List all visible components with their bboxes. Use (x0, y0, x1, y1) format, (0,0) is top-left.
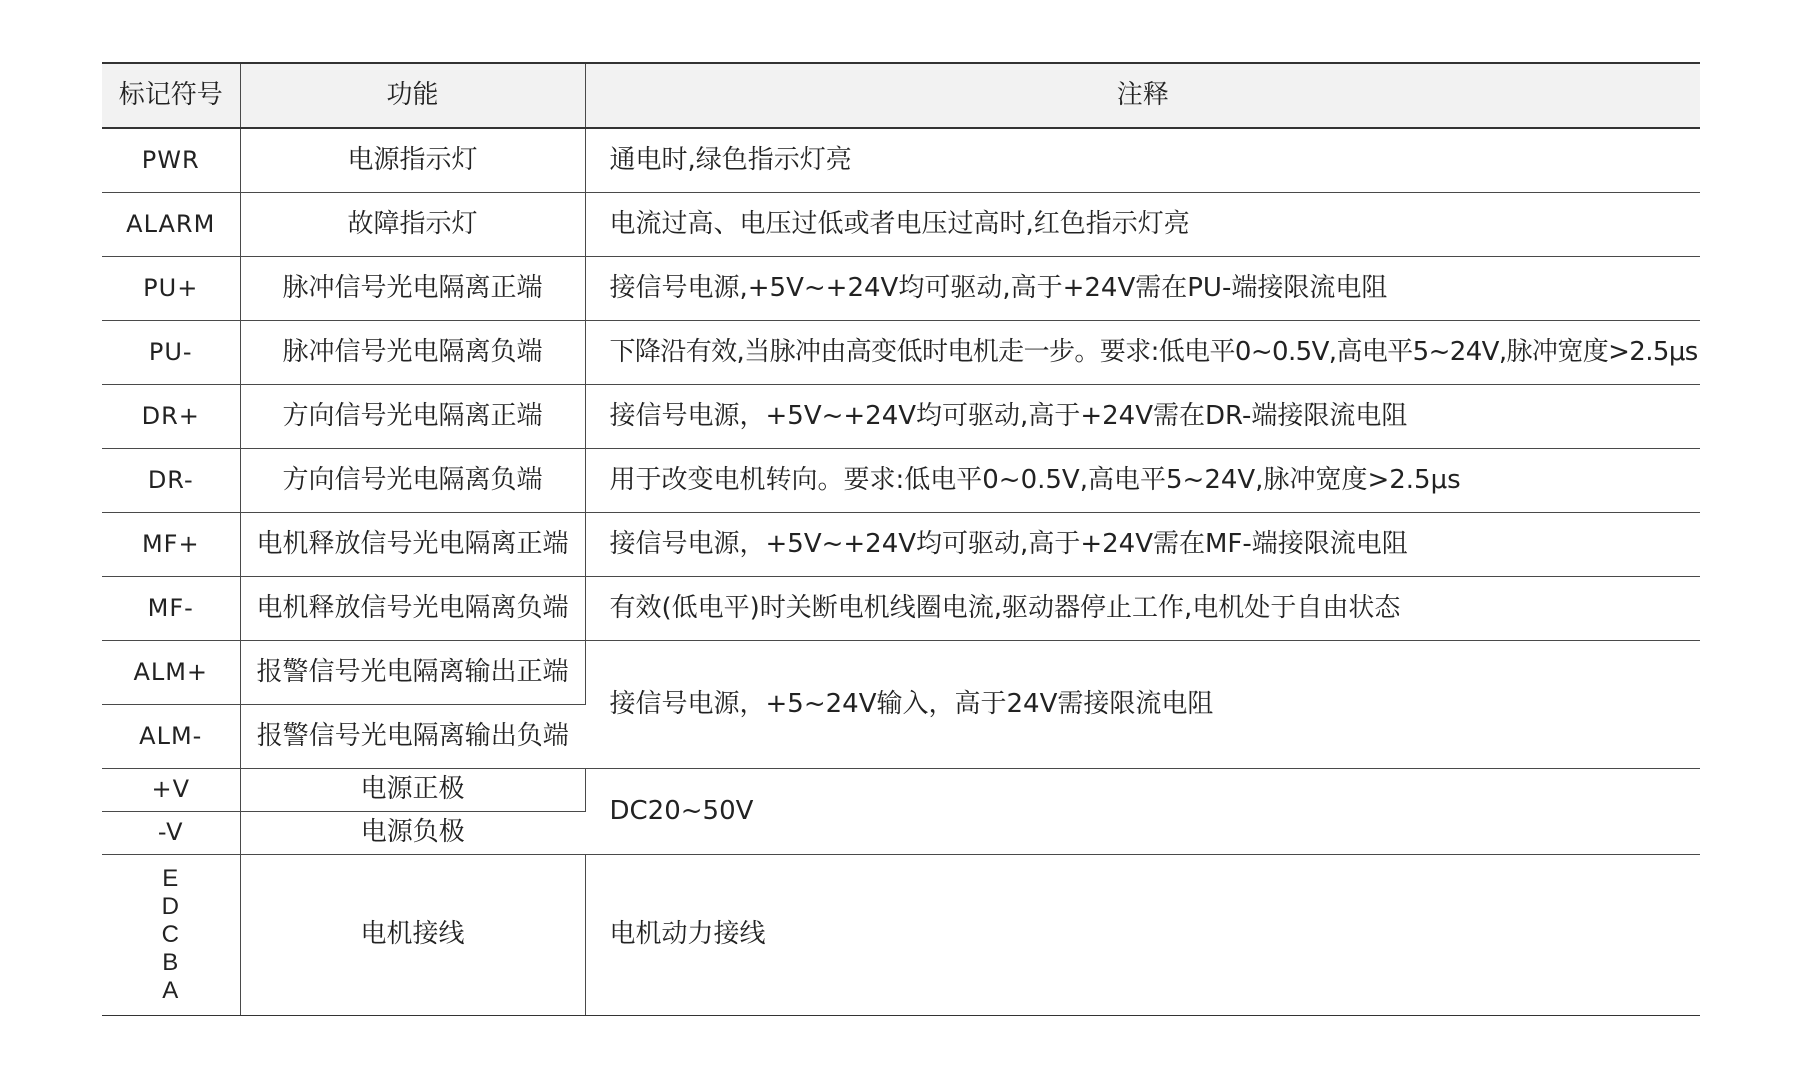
row-symbol: -V (102, 812, 240, 855)
motor-phase-label: E (162, 865, 180, 892)
table-row-motor (102, 855, 1700, 1016)
table-row (102, 321, 1700, 385)
header-note: 注释 (585, 63, 1700, 128)
row-function: 电机释放信号光电隔离正端 (240, 513, 585, 577)
row-note: 接信号电源，+5V~+24V均可驱动,高于+24V需在DR-端接限流电阻 (585, 385, 1700, 449)
row-note-alarm: 接信号电源，+5~24V输入，高于24V需接限流电阻 (585, 641, 1700, 769)
row-note: 下降沿有效,当脉冲由高变低时电机走一步。要求:低电平0~0.5V,高电平5~24V,脉冲宽度>2.5μs (585, 321, 1700, 385)
row-function: 电源指示灯 (240, 128, 585, 193)
table-row (102, 193, 1700, 257)
table-row (102, 449, 1700, 513)
table-row (102, 577, 1700, 641)
table-row (102, 385, 1700, 449)
row-symbol: ALARM (102, 193, 240, 257)
table-row (102, 128, 1700, 193)
row-function: 报警信号光电隔离输出负端 (240, 705, 585, 769)
row-function: 脉冲信号光电隔离正端 (240, 257, 585, 321)
row-function: 报警信号光电隔离输出正端 (240, 641, 585, 705)
row-function: 故障指示灯 (240, 193, 585, 257)
header-symbol: 标记符号 (102, 63, 240, 128)
row-function: 方向信号光电隔离负端 (240, 449, 585, 513)
table-row-alarm-positive (102, 641, 1700, 705)
table-header-row (102, 63, 1700, 128)
motor-phase-label: B (162, 949, 180, 976)
terminal-definition-table (102, 62, 1700, 1016)
row-note: 接信号电源，+5V~+24V均可驱动,高于+24V需在MF-端接限流电阻 (585, 513, 1700, 577)
row-symbol: ALM+ (102, 641, 240, 705)
row-symbol: PU- (102, 321, 240, 385)
row-note: 电机动力接线 (585, 855, 1700, 1016)
row-function: 电机接线 (240, 855, 585, 1016)
header-function: 功能 (240, 63, 585, 128)
terminal-definition-table-container (102, 62, 1700, 1016)
table-row (102, 513, 1700, 577)
table-row (102, 257, 1700, 321)
motor-phase-list (162, 865, 180, 1005)
row-function: 脉冲信号光电隔离负端 (240, 321, 585, 385)
row-function: 电机释放信号光电隔离负端 (240, 577, 585, 641)
row-note: 有效(低电平)时关断电机线圈电流,驱动器停止工作,电机处于自由状态 (585, 577, 1700, 641)
row-symbol: DR+ (102, 385, 240, 449)
row-function: 方向信号光电隔离正端 (240, 385, 585, 449)
row-note: 通电时,绿色指示灯亮 (585, 128, 1700, 193)
row-note: 接信号电源,+5V~+24V均可驱动,高于+24V需在PU-端接限流电阻 (585, 257, 1700, 321)
row-symbol: DR- (102, 449, 240, 513)
row-function: 电源负极 (240, 812, 585, 855)
motor-phase-label: A (162, 977, 180, 1004)
row-function: 电源正极 (240, 769, 585, 812)
row-symbol-motor (102, 855, 240, 1016)
row-symbol: PWR (102, 128, 240, 193)
row-symbol: +V (102, 769, 240, 812)
row-symbol: ALM- (102, 705, 240, 769)
row-symbol: MF- (102, 577, 240, 641)
motor-phase-label: C (161, 921, 180, 948)
row-symbol: MF+ (102, 513, 240, 577)
row-note-power: DC20~50V (585, 769, 1700, 855)
motor-phase-label: D (161, 893, 180, 920)
row-symbol: PU+ (102, 257, 240, 321)
row-note: 用于改变电机转向。要求:低电平0~0.5V,高电平5~24V,脉冲宽度>2.5μs (585, 449, 1700, 513)
row-note: 电流过高、电压过低或者电压过高时,红色指示灯亮 (585, 193, 1700, 257)
table-row-power-positive (102, 769, 1700, 812)
